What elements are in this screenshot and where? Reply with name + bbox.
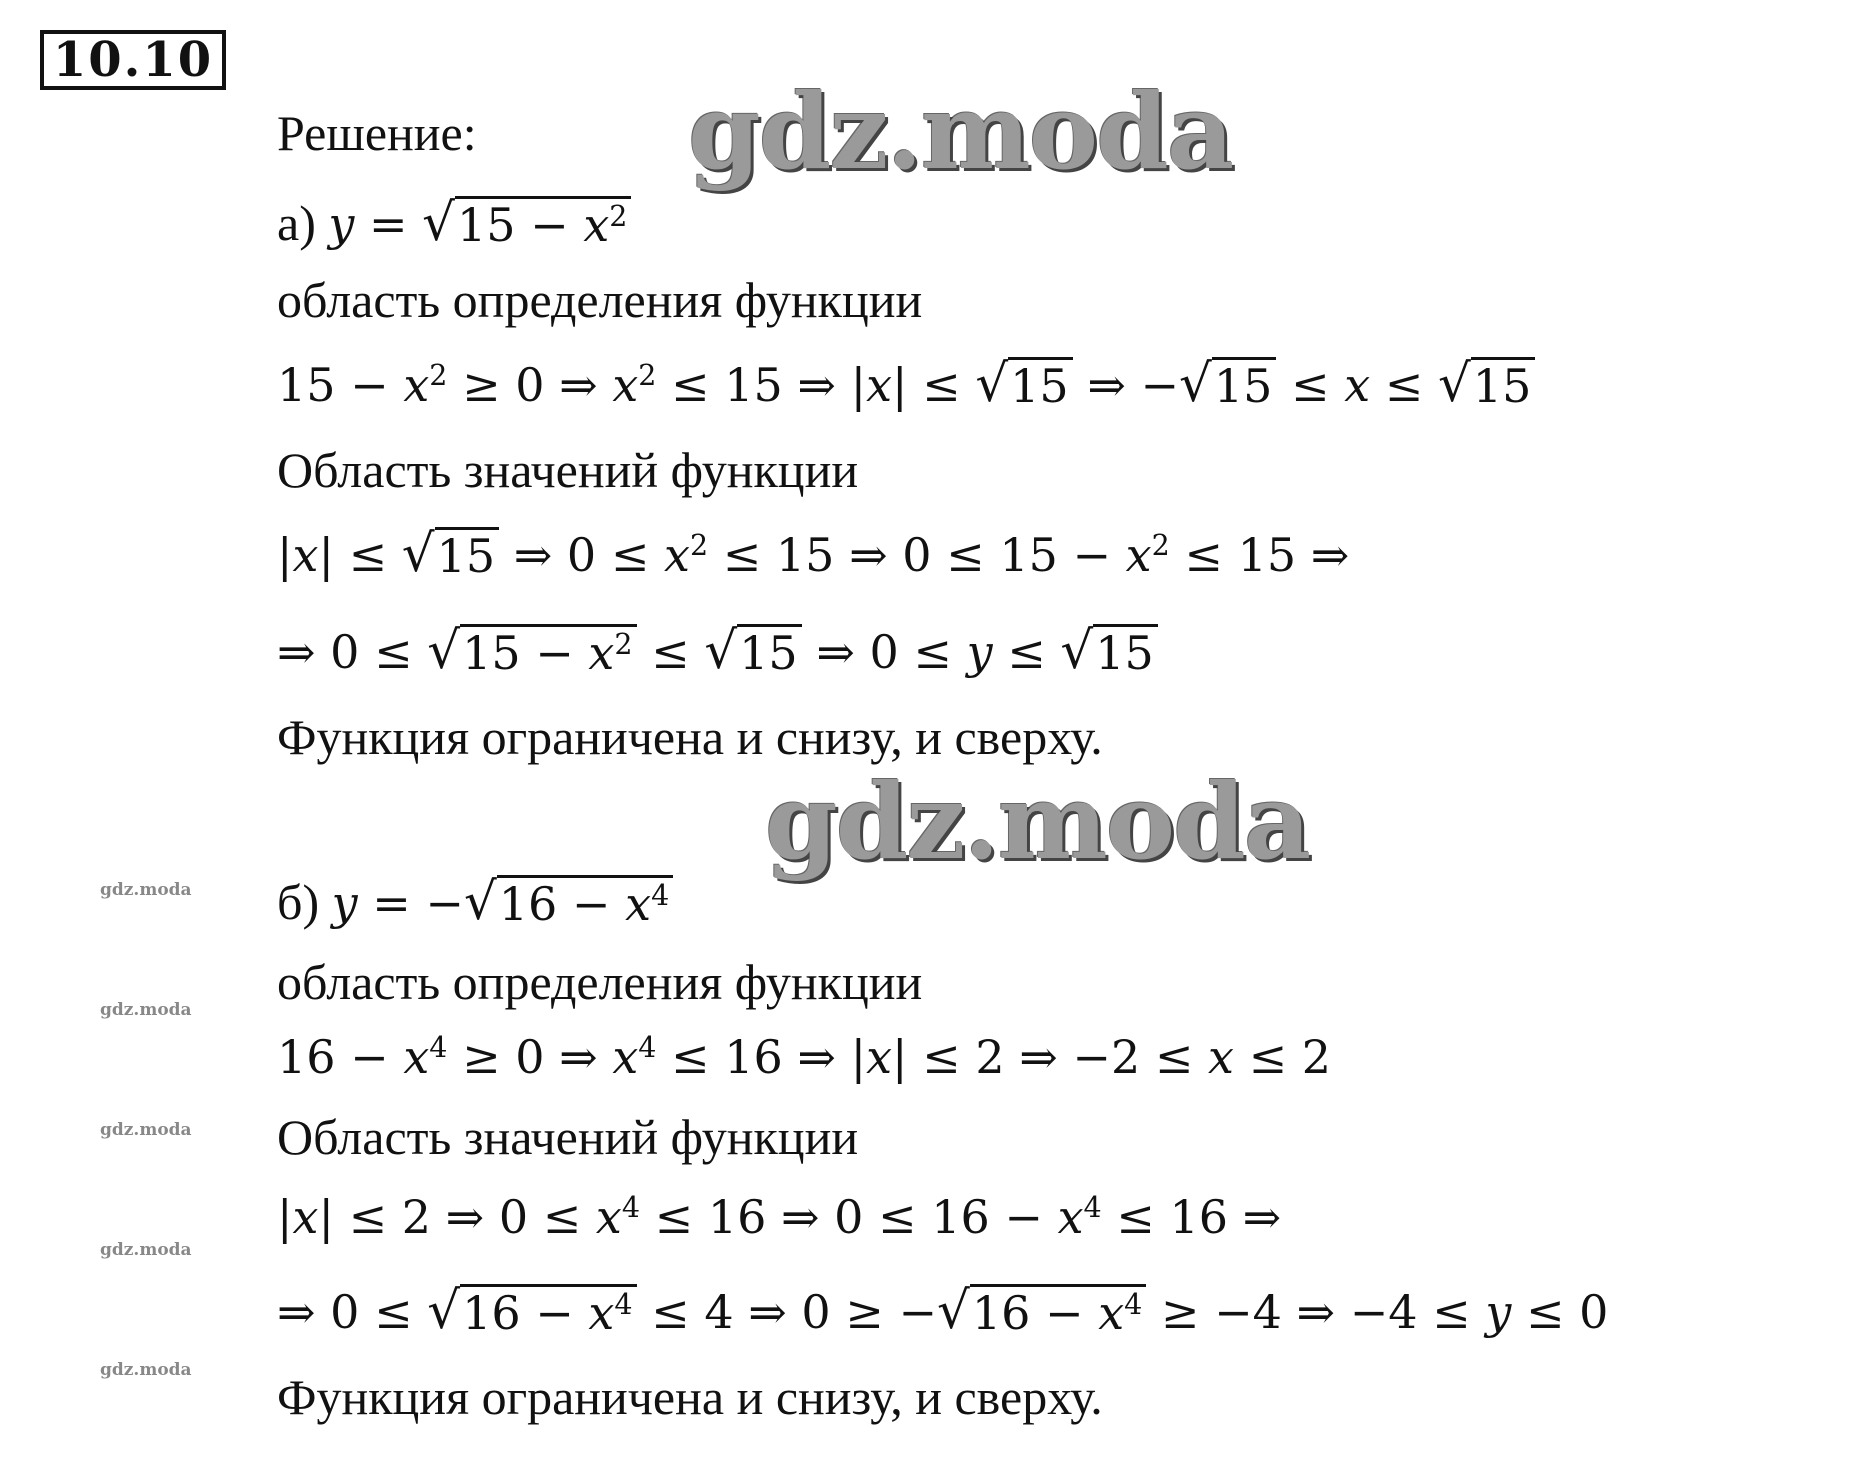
part-a-domain-heading: область определения функции bbox=[277, 272, 923, 328]
part-b-function: б) y = − √ $16 - x^4$ bbox=[277, 872, 673, 933]
watermark-small-1: gdz.moda bbox=[100, 880, 192, 900]
part-a-range-derivation-2: ⇒ 0 ≤ √ $15 - x^2$ ≤ √ 15 ⇒ 0 ≤ y ≤ √ 15 bbox=[277, 622, 1158, 682]
part-b-range-derivation-1: |x| ≤ 2 ⇒ $0 \le x^4 \le 16$ ⇒ $0 \le 16 - x^4 \le 16$ ⇒ bbox=[277, 1190, 1282, 1244]
sqrt-symbol: √ $15 - x^2$ bbox=[422, 196, 631, 249]
watermark-large-top: gdz.moda bbox=[688, 70, 1233, 193]
watermark-small-4: gdz.moda bbox=[100, 1240, 192, 1260]
part-b-range-derivation-2: ⇒ 0 ≤ √ $16 - x^4$ ≤ 4 ⇒ 0 ≥ − √ $16 - x^4$ ≥ −4 ⇒ −4 ≤ y ≤ 0 bbox=[277, 1281, 1609, 1341]
solution-label: Решение: bbox=[277, 105, 477, 161]
part-b-label: б) bbox=[277, 874, 320, 930]
watermark-small-2: gdz.moda bbox=[100, 1000, 192, 1020]
watermark-small-5: gdz.moda bbox=[100, 1360, 192, 1380]
part-b-domain-derivation: $16 - x^4 \ge 0$ ⇒ $x^4 \le 16$ ⇒ |x| ≤ 2 ⇒ −2 ≤ x ≤ 2 bbox=[277, 1030, 1332, 1084]
part-a-label: а) bbox=[277, 195, 316, 251]
part-a-range-derivation-1: |x| ≤ √ 15 ⇒ $0 \le x^2 \le 15$ ⇒ $0 \le 15 - x^2 \le 15$ ⇒ bbox=[277, 524, 1350, 584]
part-b-conclusion: Функция ограничена и снизу, и сверху. bbox=[277, 1369, 1103, 1425]
part-a-function: а) y = √ $15 - x^2$ bbox=[277, 193, 631, 254]
part-a-domain-derivation: $15 - x^2 \ge 0$ ⇒ $x^2 \le 15$ ⇒ |x| ≤ √ 15 ⇒ − √ 15 ≤ x ≤ √ 15 bbox=[277, 355, 1535, 422]
part-a-range-heading: Область значений функции bbox=[277, 442, 859, 498]
watermark-large-middle: gdz.moda bbox=[765, 760, 1310, 883]
part-b-domain-heading: область определения функции bbox=[277, 954, 923, 1010]
watermark-small-3: gdz.moda bbox=[100, 1120, 192, 1140]
part-a-conclusion: Функция ограничена и снизу, и сверху. bbox=[277, 709, 1103, 765]
problem-number-box bbox=[40, 30, 226, 90]
problem-number: 10.10 bbox=[52, 32, 214, 88]
part-b-range-heading: Область значений функции bbox=[277, 1109, 859, 1165]
